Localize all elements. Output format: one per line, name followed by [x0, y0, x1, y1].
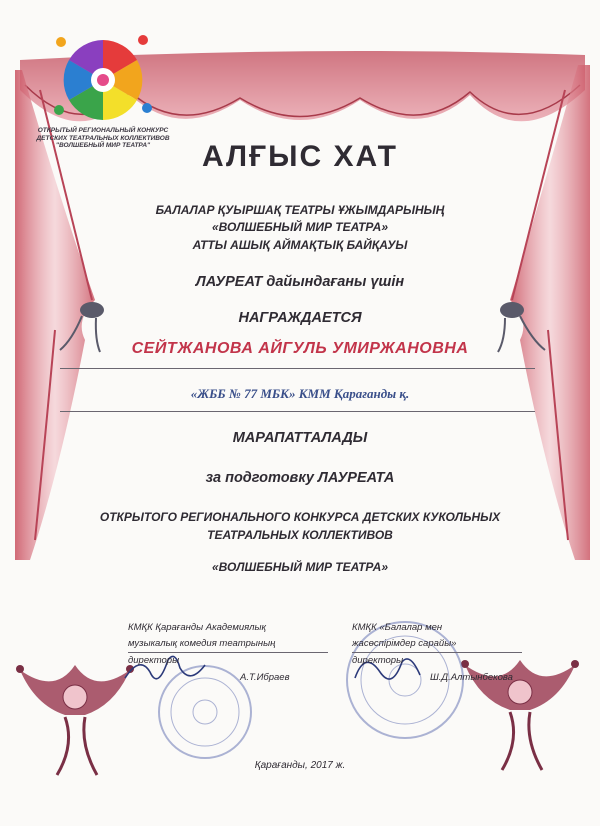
intro-line3: АТТЫ АШЫҚ АЙМАҚТЫҚ БАЙҚАУЫ	[192, 238, 408, 252]
contest-line3: «ВОЛШЕБНЫЙ МИР ТЕАТРА»	[211, 560, 388, 574]
recipient-name: СЕЙТЖАНОВА АЙГУЛЬ УМИРЖАНОВНА	[131, 340, 469, 357]
for-preparation: за подготовку ЛАУРЕАТА	[205, 470, 395, 486]
signature-left-signer: А.Т.Ибраев	[240, 672, 290, 683]
footer-place-date: Қарағанды, 2017 ж.	[254, 760, 346, 771]
contest-line2: ТЕАТРАЛЬНЫХ КОЛЛЕКТИВОВ	[207, 528, 393, 542]
logo-caption-line1: ОТКРЫТЫЙ РЕГИОНАЛЬНЫЙ КОНКУРС	[37, 127, 169, 134]
awarded-kz: МАРАПАТТАЛАДЫ	[232, 430, 368, 446]
signature-right-line1: КМҚК «Балалар мен	[352, 622, 443, 633]
logo-caption-line2: ДЕТСКИХ ТЕАТРАЛЬНЫХ КОЛЛЕКТИВОВ	[36, 134, 170, 142]
awarded-heading: НАГРАЖДАЕТСЯ	[238, 310, 362, 326]
left-jester-ornament	[16, 665, 134, 775]
left-stamp	[159, 666, 251, 758]
signature-right-signer: Ш.Д.Алтынбекова	[430, 672, 513, 683]
certificate-title: АЛҒЫС ХАТ	[202, 140, 398, 173]
signature-right-line3: директоры	[352, 655, 404, 666]
laureate-kz: ЛАУРЕАТ дайындағаны үшін	[195, 274, 405, 290]
organization: «ЖББ № 77 МБК» КММ Қарағанды қ.	[190, 386, 410, 401]
signature-block-left	[128, 620, 328, 669]
signature-right-line2: жасөспірімдер сарайы»	[352, 636, 522, 653]
signature-left-line3: директоры	[128, 655, 180, 666]
intro-line2: «ВОЛШЕБНЫЙ МИР ТЕАТРА»	[211, 220, 388, 234]
signature-block-right	[352, 620, 522, 669]
intro-line1: БАЛАЛАР ҚУЫРШАҚ ТЕАТРЫ ҰЖЫМДАРЫНЫҢ	[155, 203, 445, 217]
logo-caption-line3: "ВОЛШЕБНЫЙ МИР ТЕАТРА"	[55, 142, 151, 149]
organization-underline	[60, 411, 535, 412]
signature-left-line2: музыкалық комедия театрының	[128, 636, 328, 653]
signature-left-line1: КМҚК Қарағанды Академиялық	[128, 622, 267, 633]
name-underline	[60, 368, 535, 369]
contest-line1: ОТКРЫТОГО РЕГИОНАЛЬНОГО КОНКУРСА ДЕТСКИХ КУКОЛЬНЫХ	[99, 510, 501, 524]
